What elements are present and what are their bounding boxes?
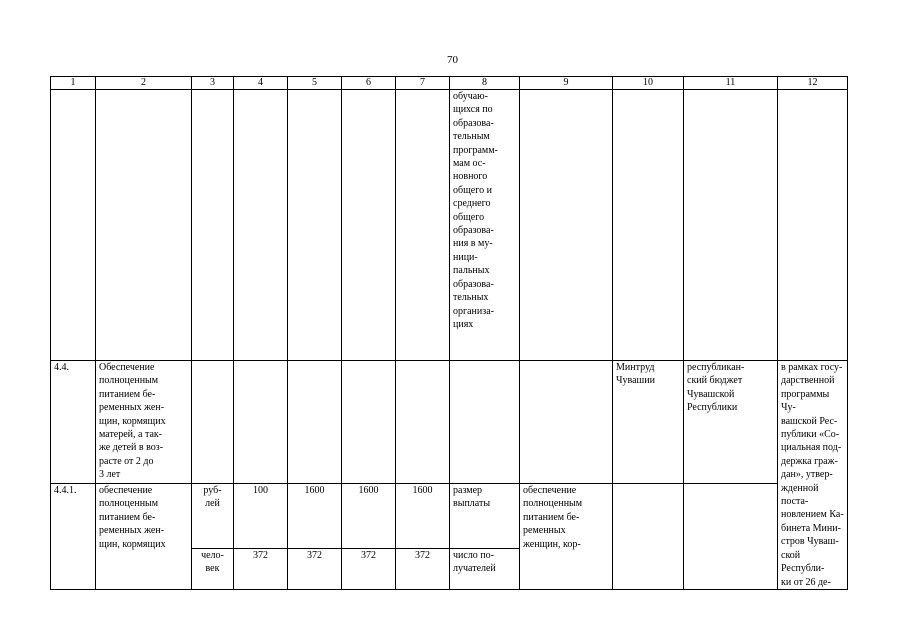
indicator-cell: [450, 90, 520, 361]
text-line: тельным: [453, 131, 490, 143]
text-line: матерей, а так-: [99, 429, 163, 441]
header-cell: 5: [288, 77, 342, 90]
text-line: женщин, кор-: [523, 538, 581, 550]
text-line: Минтруд: [616, 362, 655, 373]
text-line: же детей в воз-: [99, 442, 164, 454]
table-row: [51, 361, 848, 484]
text-line: общего и: [453, 184, 492, 196]
table-row: [51, 90, 848, 361]
value-cell: 372: [342, 548, 396, 589]
header-cell: 11: [684, 77, 778, 90]
text-line: выплаты: [453, 498, 491, 510]
text-line: циальная под-: [781, 442, 842, 454]
text-line: организа-: [453, 305, 494, 317]
text-line: образова-: [453, 278, 494, 290]
header-cell: 3: [192, 77, 234, 90]
text-line: республикан-: [687, 362, 745, 373]
text-line: щин, кормящих: [99, 415, 166, 427]
unit-cell: [192, 484, 234, 549]
text-line: ский бюджет: [687, 375, 743, 387]
text-line: Обеспечение: [99, 362, 155, 373]
text-line: питанием бе-: [523, 511, 580, 523]
text-line: 3 лет: [99, 469, 121, 481]
header-cell: 9: [520, 77, 613, 90]
text-line: тельных: [453, 292, 489, 304]
text-line: пальных: [453, 265, 490, 277]
value-cell: 1600: [396, 484, 450, 549]
text-line: ременных жен-: [99, 525, 165, 537]
header-cell: 8: [450, 77, 520, 90]
value-cell: 372: [234, 548, 288, 589]
text-line: ки от 26 де-: [781, 576, 831, 588]
text-line: образова-: [453, 225, 494, 237]
text-line: дарственной: [781, 375, 835, 387]
header-cell: 1: [51, 77, 96, 90]
header-cell: 12: [778, 77, 848, 90]
header-cell: 4: [234, 77, 288, 90]
text-line: новлением Ка-: [781, 509, 844, 521]
text-line: щихся по: [453, 104, 493, 116]
note-cell: [778, 361, 848, 590]
text-line: жденной поста-: [781, 482, 819, 508]
text-line: ременных: [523, 525, 566, 537]
item-number: 4.4.: [51, 361, 96, 484]
text-line: циях: [453, 318, 474, 330]
header-cell: 2: [96, 77, 192, 90]
text-line: обеспечение: [99, 485, 153, 496]
item-number: 4.4.1.: [51, 484, 96, 590]
funding-source-cell: [684, 361, 778, 484]
text-line: образова-: [453, 117, 494, 129]
text-line: программ-: [453, 144, 498, 156]
text-line: ской Республи-: [781, 549, 825, 575]
header-row: [51, 77, 848, 90]
text-line: лучателей: [453, 563, 496, 575]
page-number: 70: [447, 54, 458, 66]
text-line: ременных жен-: [99, 402, 165, 414]
executor-cell: [613, 361, 684, 484]
text-line: Чувашии: [616, 375, 655, 387]
text-line: новного: [453, 171, 488, 183]
text-line: питанием бе-: [99, 511, 156, 523]
text-line: среднего: [453, 198, 491, 210]
text-line: Чувашской: [687, 388, 735, 400]
unit-cell: [192, 548, 234, 589]
value-cell: 1600: [288, 484, 342, 549]
text-line: держка граж-: [781, 455, 838, 467]
text-line: мам ос-: [453, 158, 486, 170]
text-line: число по-: [453, 549, 494, 561]
text-line: размер: [453, 485, 483, 496]
header-cell: 7: [396, 77, 450, 90]
text-line: ници-: [453, 251, 478, 263]
text-line: руб-: [203, 485, 222, 496]
header-cell: 10: [613, 77, 684, 90]
text-line: щин, кормящих: [99, 538, 166, 550]
measures-table: [50, 76, 848, 590]
text-line: Республики: [687, 402, 738, 414]
text-line: полноценным: [99, 498, 159, 510]
text-line: чело-: [201, 549, 224, 561]
text-line: бинета Мини-: [781, 522, 841, 534]
text-line: питанием бе-: [99, 388, 156, 400]
value-cell: 100: [234, 484, 288, 549]
text-line: публики «Со-: [781, 429, 840, 441]
text-line: полноценным: [523, 498, 583, 510]
indicator-cell: [450, 548, 520, 589]
text-line: обеспечение: [523, 485, 577, 496]
indicator-cell: [450, 484, 520, 549]
header-cell: 6: [342, 77, 396, 90]
text-line: ния в му-: [453, 238, 493, 250]
text-line: полноценным: [99, 375, 159, 387]
text-line: программы Чу-: [781, 388, 830, 414]
text-line: стров Чуваш-: [781, 536, 839, 548]
text-line: вашской Рес-: [781, 415, 838, 427]
text-line: расте от 2 до: [99, 455, 154, 467]
value-cell: 372: [396, 548, 450, 589]
table-row: [51, 484, 848, 549]
value-cell: 1600: [342, 484, 396, 549]
text-line: в рамках госу-: [781, 362, 843, 373]
text-line: век: [205, 563, 220, 575]
value-cell: 372: [288, 548, 342, 589]
measure-name: [96, 484, 192, 590]
result-cell: [520, 484, 613, 590]
text-line: лей: [205, 498, 220, 510]
text-line: общего: [453, 211, 485, 223]
text-line: обучаю-: [453, 91, 488, 102]
measure-name: [96, 361, 192, 484]
text-line: дан», утвер-: [781, 469, 833, 481]
